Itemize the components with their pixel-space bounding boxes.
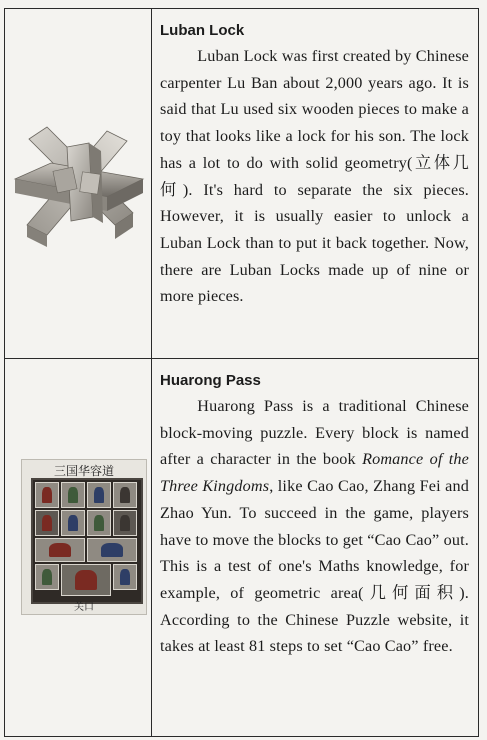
section-title: Huarong Pass xyxy=(160,372,261,389)
puzzle-block xyxy=(35,564,59,590)
puzzle-exit-label: 关口 xyxy=(74,602,94,613)
text-cell xyxy=(152,359,478,736)
table-row-huarong-pass xyxy=(5,359,478,736)
book-title: Romance of the Three Kingdoms xyxy=(160,450,469,496)
puzzle-block xyxy=(113,510,137,536)
luban-lock-image xyxy=(11,117,147,255)
info-table xyxy=(4,8,479,737)
puzzle-board xyxy=(31,478,143,604)
image-cell xyxy=(5,9,152,358)
paragraph-text: , like Cao Cao, Zhang Fei and Zhao Yun. To succeed in the game, players have to move the blocks to get “Cao Cao” out. This is a test of one's Maths knowledge, for example, of geometric area(几何面积). According to the Chinese Puzzle website, it takes at least 81 steps to set “Cao Cao” free. xyxy=(160,477,469,656)
puzzle-block xyxy=(87,538,137,562)
puzzle-block xyxy=(87,510,111,536)
table-row-luban-lock xyxy=(5,9,478,359)
puzzle-block xyxy=(61,510,85,536)
huarong-pass-puzzle-image xyxy=(21,459,147,615)
section-title: Luban Lock xyxy=(160,22,245,39)
paragraph-text: Huarong Pass is a traditional Chinese block-moving puzzle. Every block is named after a character in the book xyxy=(160,397,469,469)
section-paragraph xyxy=(160,393,469,660)
puzzle-block xyxy=(113,564,137,590)
puzzle-block xyxy=(35,510,59,536)
puzzle-block xyxy=(35,538,85,562)
puzzle-block xyxy=(35,482,59,508)
image-cell xyxy=(5,359,152,736)
puzzle-block xyxy=(87,482,111,508)
puzzle-block xyxy=(113,482,137,508)
cao-cao-block xyxy=(61,564,111,596)
puzzle-title-label: 三国华容道 xyxy=(53,464,114,478)
section-paragraph: Luban Lock was first created by Chinese carpenter Lu Ban about 2,000 years ago. It is said that Lu used six wooden pieces to make a toy that looks like a lock for his son. The lock has a lot to do with solid geometry(立体几何). It's hard to separate the six pieces. However, it is usually easier to unlock a Luban Lock than to put it back together. Now, there are Luban Locks made up of nine or more pieces. xyxy=(160,47,469,306)
text-cell xyxy=(152,9,478,358)
puzzle-block xyxy=(61,482,85,508)
